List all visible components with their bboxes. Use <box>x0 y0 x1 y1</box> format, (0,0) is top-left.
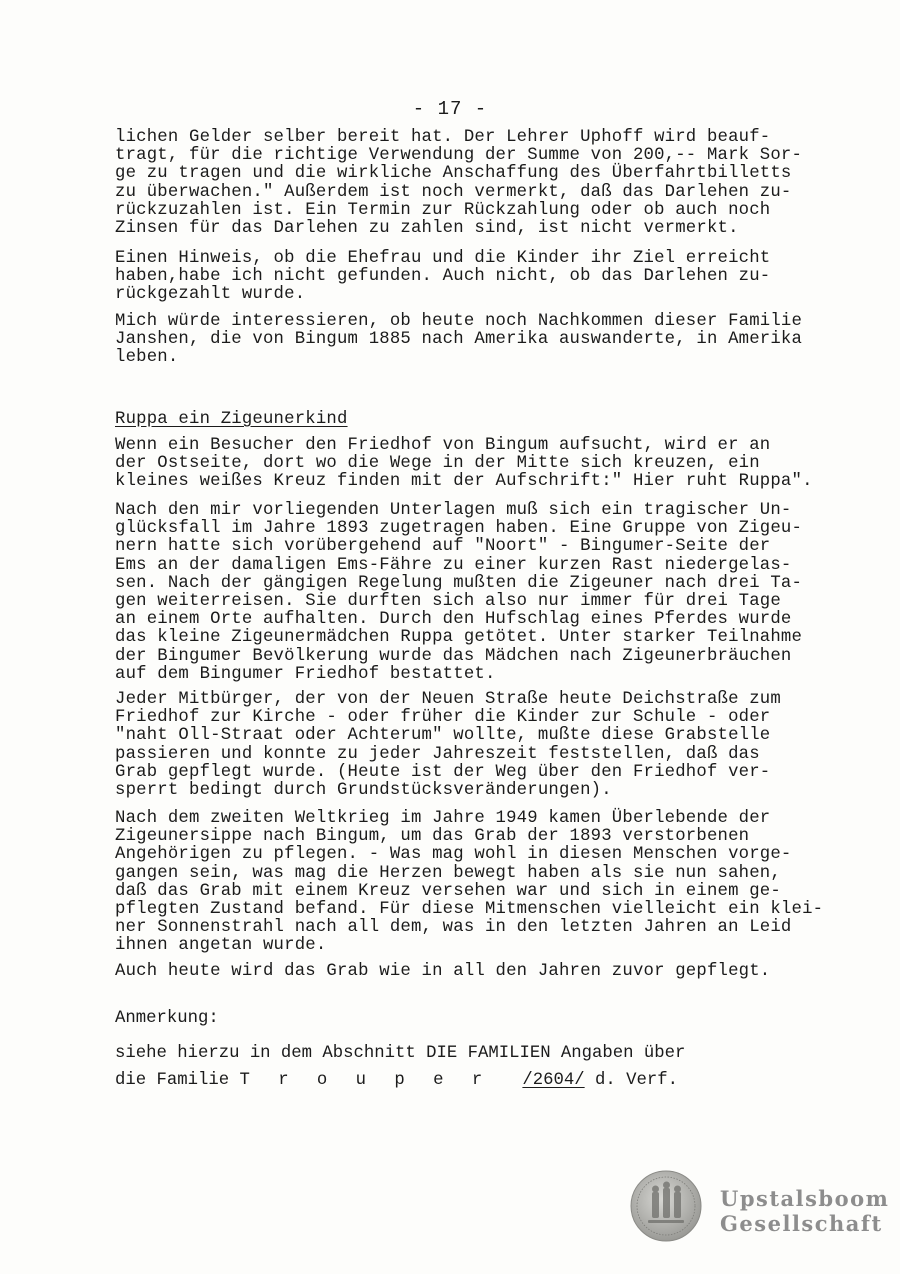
text-line: Angehörigen zu pflegen. - Was mag wohl in diesen Menschen vorge- <box>115 845 792 865</box>
page-number: - 17 - <box>412 98 488 120</box>
text-line: Nach dem zweiten Weltkrieg im Jahre 1949 kamen Überlebende der <box>115 809 771 828</box>
text-line: kleines weißes Kreuz finden mit der Aufschrift:" Hier ruht Ruppa". <box>115 472 813 492</box>
text-line: auf dem Bingumer Friedhof bestattet. <box>115 664 496 684</box>
text-line: Nach den mir vorliegenden Unterlagen muß sich ein tragischer Un- <box>115 501 792 520</box>
text-line: Wenn ein Besucher den Friedhof von Bingum aufsucht, wird er an <box>115 436 771 455</box>
text-line: Einen Hinweis, ob die Ehefrau und die Kinder ihr Ziel erreicht <box>115 249 771 268</box>
text-line: Janshen, die von Bingum 1885 nach Amerika auswanderte, in Amerika <box>115 330 803 350</box>
text-line: sperrt bedingt durch Grundstücksveränderungen). <box>115 780 612 800</box>
text-line: Mich würde interessieren, ob heute noch Nachkommen dieser Familie <box>115 312 803 331</box>
text-line: haben,habe ich nicht gefunden. Auch nicht, ob das Darlehen zu- <box>115 267 771 287</box>
text-line: Zigeunersippe nach Bingum, um das Grab der 1893 verstorbenen <box>115 827 750 847</box>
text-line: Friedhof zur Kirche - oder früher die Kinder zur Schule - oder <box>115 708 771 728</box>
note-label: Anmerkung: <box>115 1009 219 1028</box>
text-line: das kleine Zigeunermädchen Ruppa getötet. Unter starker Teilnahme <box>115 628 803 648</box>
text-line: ner Sonnenstrahl nach all dem, was in den letzten Jahren an Leid <box>115 918 792 938</box>
family-name: T r o u p e r <box>239 1071 492 1090</box>
paragraph-postwar <box>115 810 845 956</box>
paragraph-loan <box>115 129 845 238</box>
text-line: rückzuzahlen ist. Ein Termin zur Rückzahlung oder ob auch noch <box>115 200 771 220</box>
text-line: der Ostseite, dort wo die Wege in der Mitte sich kreuzen, ein <box>115 454 760 474</box>
text-line: glücksfall im Jahre 1893 zugetragen haben. Eine Gruppe von Zigeu- <box>115 519 803 539</box>
text-line: ihnen angetan wurde. <box>115 936 327 956</box>
paragraph-descendants <box>115 313 845 368</box>
note-prefix: die Familie <box>115 1071 240 1090</box>
reference-number: /2604/ <box>522 1071 585 1090</box>
text-line: daß das Grab mit einem Kreuz versehen war und sich in einem ge- <box>115 881 781 901</box>
logo-text-upstalsboom: Upstalsboom <box>720 1186 890 1211</box>
note-suffix: d. Verf. <box>584 1071 678 1090</box>
text-line: passieren und konnte zu jeder Jahreszeit feststellen, daß das <box>115 744 760 764</box>
text-line: Jeder Mitbürger, der von der Neuen Straße heute Deichstraße zum <box>115 690 781 709</box>
text-line: gangen sein, was mag die Herzen bewegt haben als sie nun sahen, <box>115 863 781 883</box>
text-line: gen weiterreisen. Sie durften sich also nur immer für drei Tage <box>115 591 781 611</box>
note-line-1: siehe hierzu in dem Abschnitt DIE FAMILIEN Angaben über <box>115 1044 686 1063</box>
text-line: nern hatte sich vorübergehend auf "Noort" - Bingumer-Seite der <box>115 537 771 557</box>
paragraph-accident <box>115 502 845 684</box>
text-line: zu überwachen." Außerdem ist noch vermerkt, daß das Darlehen zu- <box>115 182 792 202</box>
text-line: der Bingumer Bevölkerung wurde das Mädchen nach Zigeunerbräuchen <box>115 646 792 666</box>
note-line-2 <box>115 1071 678 1090</box>
text-line: pflegten Zustand befand. Für diese Mitmenschen vielleicht ein klei- <box>115 899 824 919</box>
text-line: an einem Orte aufhalten. Durch den Hufschlag eines Pferdes wurde <box>115 610 792 630</box>
paragraph-cemetery <box>115 437 845 492</box>
text-line: ge zu tragen und die wirkliche Anschaffung des Überfahrtbilletts <box>115 164 792 184</box>
text-line: Grab gepflegt wurde. (Heute ist der Weg über den Friedhof ver- <box>115 762 771 782</box>
section-heading: Ruppa ein Zigeunerkind <box>115 410 348 429</box>
text-line: Auch heute wird das Grab wie in all den Jahren zuvor gepflegt. <box>115 962 771 981</box>
text-line: Ems an der damaligen Ems-Fähre zu einer kurzen Rast niedergelas- <box>115 555 792 575</box>
logo-text-gesellschaft: Gesellschaft <box>720 1211 883 1236</box>
paragraph-no-info <box>115 250 845 305</box>
paragraph-citizens <box>115 691 845 800</box>
text-line: leben. <box>115 348 179 368</box>
text-line: tragt, für die richtige Verwendung der Summe von 200,-- Mark Sor- <box>115 146 803 166</box>
text-line: sen. Nach der gängigen Regelung mußten die Zigeuner nach drei Ta- <box>115 573 803 593</box>
society-seal-icon <box>630 1170 702 1242</box>
text-line: lichen Gelder selber bereit hat. Der Lehrer Uphoff wird beauf- <box>115 128 771 147</box>
text-line: "naht Oll-Straat oder Achterum" wollte, mußte diese Grabstelle <box>115 726 771 746</box>
text-line: rückgezahlt wurde. <box>115 285 306 305</box>
text-line: Zinsen für das Darlehen zu zahlen sind, ist nicht vermerkt. <box>115 218 739 238</box>
paragraph-today <box>115 963 845 981</box>
